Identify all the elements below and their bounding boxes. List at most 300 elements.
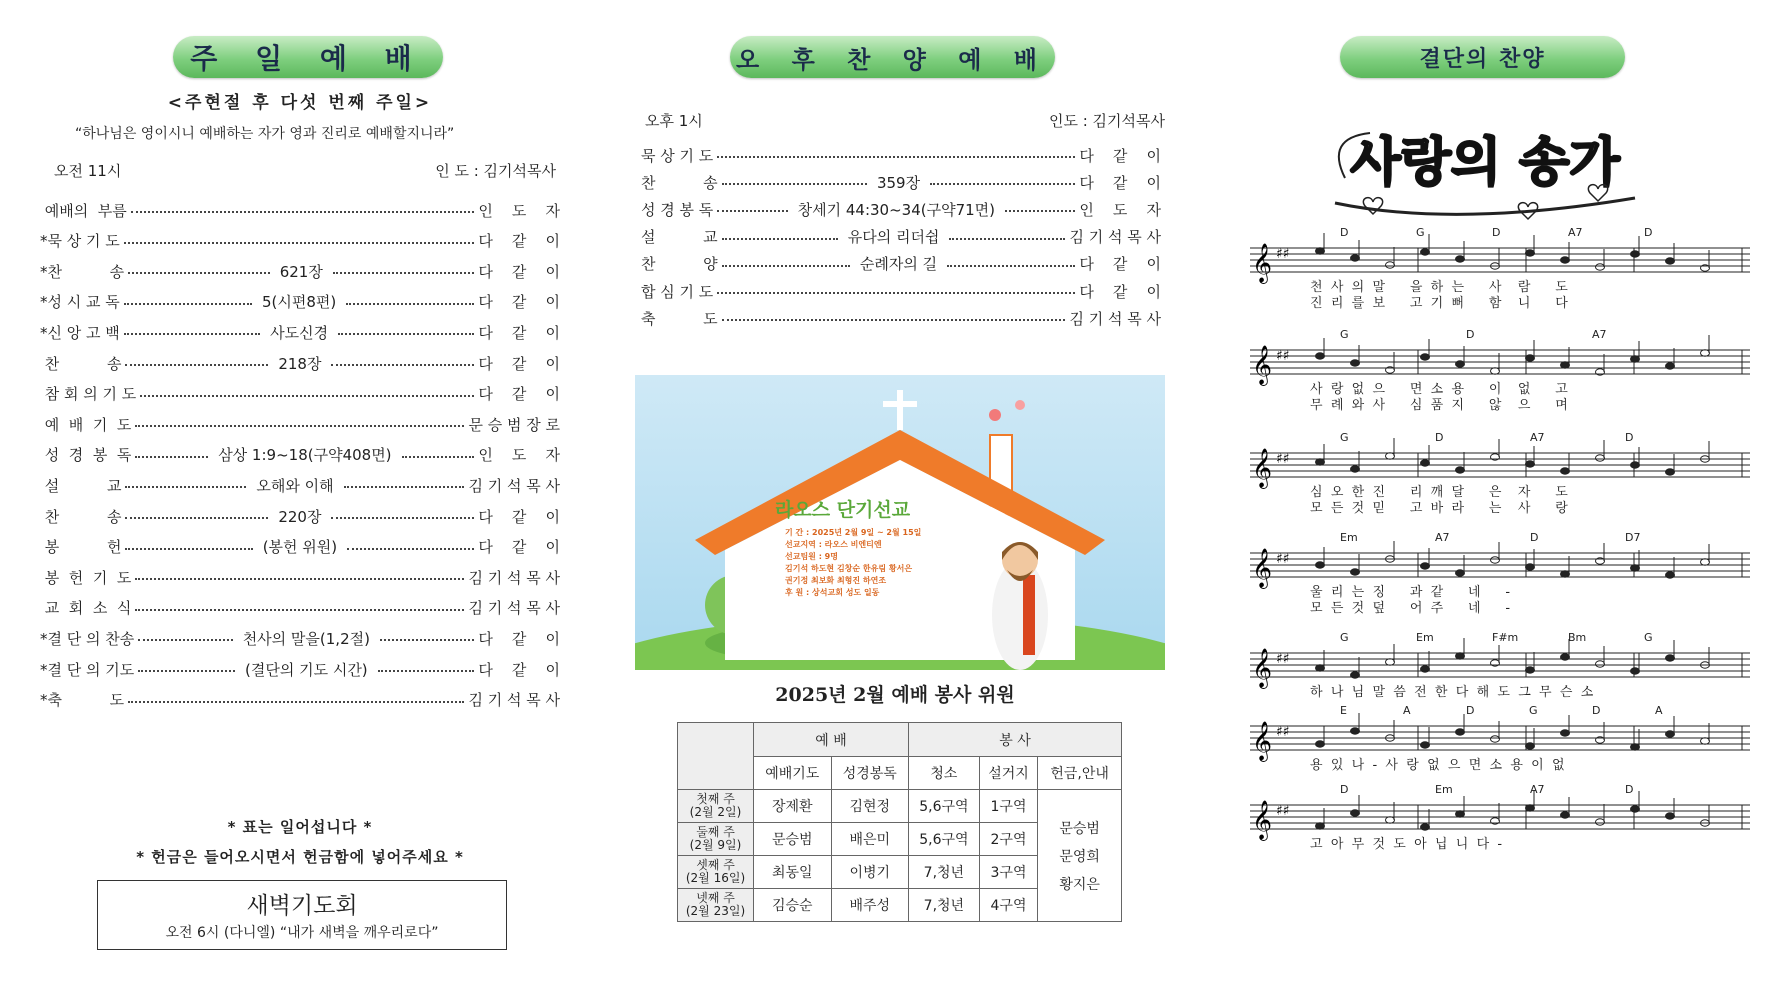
laos-mission-poster [635,375,1165,670]
chord-symbol: G [1340,431,1349,444]
poster-title: 라오스 단기선교 [775,499,911,521]
note-head [1421,824,1430,830]
chord-symbol: Em [1340,531,1358,544]
dawn-prayer-title: 새벽기도회 [246,893,358,919]
cell-pray: 문승범 [754,823,832,856]
note-head [1351,569,1360,575]
music-system [1250,531,1750,616]
banner-text: 결단의 찬양 [1419,46,1546,72]
treble-clef-icon: 𝄞 [1252,243,1273,283]
poster-line: 기 간 : 2025년 2월 9일 ~ 2월 15일 [785,528,922,537]
note-head [1701,559,1710,565]
week-date: (2월 16일) [685,871,746,885]
note-head [1666,469,1675,475]
note-head [1456,729,1465,735]
note-head [1386,659,1395,665]
order-item-content: 220장 [272,506,327,527]
order-row [40,414,560,434]
note-head [1666,363,1675,369]
lyrics-verse-1: 하 나 님 말 씀 전 한 다 해 도 그 무 슨 소 [1310,685,1594,700]
order-item-person: 다 같 이 [1079,255,1161,274]
note-head [1526,564,1535,570]
note-head [1596,264,1605,270]
cell-pray: 장제환 [754,790,832,823]
order-row [40,567,560,587]
order-item-person: 다 같 이 [1079,282,1161,301]
afternoon-service-column [625,0,1165,1002]
note-head [1631,565,1640,571]
note-head [1666,813,1675,819]
order-row [40,659,560,679]
dotted-leader [713,199,1079,220]
order-row [40,292,560,312]
order-item-content: 사도신경 [264,322,334,343]
order-item-label: 찬 양 [641,255,718,274]
order-item-label: *축 도 [40,691,125,710]
cell-pray: 최동일 [754,856,832,889]
order-item-person: 김 기 석 목 사 [468,476,560,495]
note-head [1526,461,1535,467]
decision-song-banner [1340,36,1625,78]
service-committee-table [677,722,1122,922]
chord-symbol: E [1340,704,1347,717]
offering-usher-name: 문승범 [1059,820,1100,837]
banner-text: 주 일 예 배 [190,42,426,75]
note-head [1351,360,1360,366]
note-head [1526,805,1535,811]
chord-symbol: A [1403,704,1411,717]
poster-line: 선교지역 : 라오스 비엔티엔 [785,540,882,549]
music-system [1250,783,1750,853]
order-row [40,384,560,404]
order-row [40,690,560,710]
order-item-label: 성 경 봉 독 [40,446,132,465]
dotted-leader [718,172,1080,193]
order-item-label: 찬 송 [641,173,718,192]
note-head [1526,250,1535,256]
note-head [1631,251,1640,257]
note-head [1491,368,1500,374]
week-cell [678,889,754,922]
note-head [1316,562,1325,568]
chord-symbol: G [1416,226,1425,239]
order-row [40,261,560,281]
chord-symbol: D [1466,328,1475,341]
sunday-subtitle: <주현절 후 다섯 번째 주일> [167,93,433,113]
note-head [1631,462,1640,468]
order-item-label: 예배의 부름 [40,201,127,220]
chord-symbol: D [1466,704,1475,717]
lyrics-verse-2: 무 례 와 사 심 품 지 않 으 며 [1310,398,1568,413]
note-head [1561,571,1570,577]
music-system [1250,226,1750,311]
order-row [641,227,1161,247]
note-head [1456,811,1465,817]
note-head [1386,453,1395,459]
order-row [40,475,560,495]
lyrics-verse-2: 진 리 를 보 고 기 뻐 함 니 다 [1310,296,1568,311]
order-item-label: *성 시 교 독 [40,293,120,312]
chord-symbol: D [1435,431,1444,444]
order-item-person: 김 기 석 목 사 [468,599,560,618]
key-signature-icon: ♯♯ [1276,246,1290,262]
note-head [1561,730,1570,736]
order-row [641,199,1161,219]
chord-symbol: A7 [1530,783,1545,796]
order-item-person: 문 승 범 장 로 [468,415,560,434]
order-item-content: 오해와 이해 [250,475,339,496]
key-signature-icon: ♯♯ [1276,348,1290,364]
order-item-label: 축 도 [641,309,718,328]
sunday-time: 오전 11시 [54,162,122,180]
note-head [1631,356,1640,362]
poster-illustration [635,375,1165,670]
service-group-header: 봉 사 [909,723,1122,757]
note-head [1666,655,1675,661]
order-item-person: 인 도 자 [478,201,560,220]
note-head [1666,572,1675,578]
sunday-service-banner [173,36,443,78]
dotted-leader [124,261,478,282]
table-row [678,790,1122,823]
note-head [1421,460,1430,466]
music-system [1250,631,1750,701]
note-head [1701,350,1710,356]
order-item-person: 김 기 석 목 사 [468,568,560,587]
cell-read: 배은미 [831,823,909,856]
order-item-label: 봉 헌 기 도 [40,568,132,587]
key-signature-icon: ♯♯ [1276,551,1290,567]
order-item-content: 순례자의 길 [854,253,943,274]
order-row [641,281,1161,301]
cell-clean: 5,6구역 [909,790,980,823]
week-label: 넷째 주 [696,891,735,905]
week-date: (2월 2일) [689,805,742,819]
standing-note: * 표는 일어섭니다 * [227,818,373,836]
order-item-person: 다 같 이 [478,538,560,557]
column-header: 성경봉독 [831,757,909,790]
note-head [1386,817,1395,823]
chord-symbol: D [1625,783,1634,796]
note-head [1596,455,1605,461]
cell-clean: 7,청년 [909,856,980,889]
dotted-leader [120,322,479,343]
note-head [1561,257,1570,263]
order-item-label: 교 회 소 식 [40,599,132,618]
note-head [1351,728,1360,734]
dotted-leader [127,209,479,211]
dotted-leader [131,607,468,609]
chord-symbol: D [1340,226,1349,239]
offering-usher-name: 문영희 [1059,848,1100,865]
order-item-label: 묵 상 기 도 [641,146,714,165]
dotted-leader [134,659,478,680]
cell-dish: 3구역 [979,856,1037,889]
note-head [1456,467,1465,473]
note-head [1351,672,1360,678]
sunday-service-column [40,0,560,1002]
note-head [1456,570,1465,576]
afternoon-time: 오후 1시 [645,112,703,130]
chord-symbol: A [1655,704,1663,717]
chord-symbol: A7 [1530,431,1545,444]
note-head [1421,742,1430,748]
order-item-content: 천사의 말을(1,2절) [237,628,376,649]
order-row [40,200,560,220]
chord-symbol: D [1340,783,1349,796]
music-system [1250,328,1750,413]
chord-symbol: D [1530,531,1539,544]
note-head [1561,468,1570,474]
note-head [1596,661,1605,667]
order-item-person: 다 같 이 [478,323,560,342]
order-item-person: 김 기 석 목 사 [1069,309,1161,328]
dotted-leader [131,444,478,465]
dotted-leader [718,226,1070,247]
chord-symbol: F#m [1492,631,1519,644]
order-item-person: 인 도 자 [1079,200,1161,219]
chord-symbol: G [1644,631,1653,644]
lyrics-verse-1: 고 아 무 것 도 아 닙 니 다 - [1310,837,1503,852]
note-head [1701,738,1710,744]
dotted-leader [120,291,479,312]
key-signature-icon: ♯♯ [1276,451,1290,467]
dotted-leader [718,317,1070,319]
note-head [1561,812,1570,818]
offering-note: * 헌금은 들어오시면서 헌금함에 넣어주세요 * [136,848,464,866]
chord-symbol: A7 [1435,531,1450,544]
week-cell [678,856,754,889]
order-row [40,445,560,465]
note-head [1631,744,1640,750]
order-item-content: 621장 [274,261,329,282]
lyrics-verse-1: 용 있 나 - 사 랑 없 으 면 소 용 이 없 [1310,758,1565,773]
column-header: 청소 [909,757,980,790]
order-item-label: 합 심 기 도 [641,282,714,301]
dawn-prayer-text: 오전 6시 (다니엘) “내가 새벽을 깨우리로다” [165,925,439,941]
order-row [40,231,560,251]
dotted-leader [121,353,478,374]
dotted-leader [713,154,1079,156]
corner-cell [678,723,754,790]
note-head [1421,249,1430,255]
column-header: 예배기도 [754,757,832,790]
order-item-content: 359장 [871,172,926,193]
column-header: 설거지 [979,757,1037,790]
lyrics-verse-2: 모 든 것 덮 어 주 네 - [1310,601,1511,616]
note-head [1491,736,1500,742]
chord-symbol: D [1625,431,1634,444]
order-item-person: 다 같 이 [1079,146,1161,165]
service-committee-title: 2025년 2월 예배 봉사 위원 [775,684,1015,706]
cell-dish: 1구역 [979,790,1037,823]
cell-dish: 2구역 [979,823,1037,856]
note-head [1351,466,1360,472]
poster-line: 권기정 최보화 최형진 하연조 [785,576,887,585]
order-item-person: 다 같 이 [1079,173,1161,192]
treble-clef-icon: 𝄞 [1252,800,1273,840]
note-head [1631,668,1640,674]
chord-symbol: D7 [1625,531,1641,544]
order-row [40,537,560,557]
lyrics-verse-1: 울 리 는 징 과 같 네 - [1310,585,1511,600]
lyrics-verse-1: 천 사 의 말 을 하 는 사 람 도 [1310,280,1568,295]
note-head [1316,459,1325,465]
order-row [641,172,1161,192]
note-head [1526,667,1535,673]
order-item-label: 찬 송 [40,507,122,526]
sunday-quote: “하나님은 영이시니 예배하는 자가 영과 진리로 예배할지니라” [75,126,455,142]
note-head [1456,256,1465,262]
worship-group-header: 예 배 [754,723,909,757]
note-head [1526,355,1535,361]
dotted-leader [131,576,468,578]
offering-usher-name: 황지은 [1059,876,1100,893]
key-signature-icon: ♯♯ [1276,724,1290,740]
chord-symbol: G [1529,704,1538,717]
note-head [1421,354,1430,360]
cell-pray: 김승순 [754,889,832,922]
order-item-content: 삼상 1:9~18(구약408면) [212,444,397,465]
order-item-label: 예 배 기 도 [40,415,132,434]
order-item-label: 설 교 [641,228,718,247]
poster-details [785,527,921,599]
dotted-leader [121,506,478,527]
cell-read: 배주성 [831,889,909,922]
chord-symbol: G [1340,631,1349,644]
music-system [1250,704,1750,774]
order-row [40,506,560,526]
note-head [1351,810,1360,816]
order-row [641,308,1161,328]
music-system [1250,431,1750,516]
chord-symbol: Em [1435,783,1453,796]
order-item-label: *찬 송 [40,262,125,281]
note-head [1456,361,1465,367]
week-date: (2월 9일) [689,838,742,852]
chord-symbol: Bm [1568,631,1587,644]
note-head [1491,557,1500,563]
order-item-person: 다 같 이 [478,660,560,679]
order-item-label: *신 앙 고 백 [40,323,120,342]
sunday-leader: 인 도 : 김기석목사 [435,162,556,180]
order-row [40,598,560,618]
banner-text: 오 후 찬 양 예 배 [736,45,1049,74]
lyrics-verse-2: 모 든 것 믿 고 바 라 는 사 랑 [1310,501,1568,516]
order-item-content: (결단의 기도 시간) [239,659,374,680]
note-head [1386,262,1395,268]
chord-symbol: A7 [1568,226,1583,239]
dotted-leader [136,393,478,395]
dotted-leader [134,628,478,649]
order-row [40,628,560,648]
note-head [1421,666,1430,672]
chord-symbol: D [1644,226,1653,239]
order-item-content: 218장 [272,353,327,374]
order-item-person: 다 같 이 [478,293,560,312]
order-row [641,254,1161,274]
order-item-person: 김 기 석 목 사 [468,691,560,710]
chord-symbol: A7 [1592,328,1607,341]
order-row [641,145,1161,165]
order-item-content: 5(시편8편) [256,291,342,312]
dotted-leader [131,423,468,425]
note-head [1351,255,1360,261]
cell-clean: 5,6구역 [909,823,980,856]
week-label: 첫째 주 [696,792,735,806]
order-item-label: 설 교 [40,476,122,495]
treble-clef-icon: 𝄞 [1252,448,1273,488]
order-item-person: 다 같 이 [478,507,560,526]
key-signature-icon: ♯♯ [1276,803,1290,819]
note-head [1316,741,1325,747]
note-head [1316,665,1325,671]
treble-clef-icon: 𝄞 [1252,548,1273,588]
afternoon-leader: 인도 : 김기석목사 [1048,112,1165,130]
note-head [1666,258,1675,264]
order-item-content: 유다의 리더쉽 [842,226,946,247]
dotted-leader [713,290,1079,292]
lyrics-verse-1: 사 랑 없 으 면 소 용 이 없 고 [1310,382,1568,397]
week-label: 둘째 주 [696,825,735,839]
order-row [40,353,560,373]
afternoon-service-banner [730,36,1055,78]
note-head [1456,653,1465,659]
poster-line: 선교팀원 : 9명 [785,552,838,561]
cell-dish: 4구역 [979,889,1037,922]
note-head [1526,743,1535,749]
order-item-person: 다 같 이 [478,385,560,404]
note-head [1631,806,1640,812]
note-head [1561,654,1570,660]
dotted-leader [124,699,468,701]
song-title-art [1305,108,1665,228]
order-item-label: 봉 헌 [40,538,122,557]
order-item-person: 김 기 석 목 사 [1069,228,1161,247]
note-head [1666,731,1675,737]
dawn-prayer-box [97,880,507,950]
week-cell [678,823,754,856]
order-item-person: 인 도 자 [478,446,560,465]
order-item-label: 성 경 봉 독 [641,200,714,219]
decision-song-column [1240,0,1760,1002]
week-label: 셋째 주 [696,858,735,872]
order-item-person: 다 같 이 [478,354,560,373]
chord-symbol: Em [1416,631,1434,644]
treble-clef-icon: 𝄞 [1252,648,1273,688]
cell-read: 김현정 [831,790,909,823]
dotted-leader [120,240,479,242]
cell-read: 이병기 [831,856,909,889]
treble-clef-icon: 𝄞 [1252,345,1273,385]
dotted-leader [718,253,1080,274]
note-head [1421,563,1430,569]
order-item-content: (봉헌 위원) [257,536,343,557]
chord-symbol: D [1592,704,1601,717]
week-date: (2월 23일) [685,904,746,918]
order-item-person: 다 같 이 [478,262,560,281]
order-item-person: 다 같 이 [478,232,560,251]
column-header: 헌금,안내 [1038,757,1122,790]
poster-line: 김기석 하도현 김창순 한유림 황서은 [785,564,913,573]
note-head [1596,819,1605,825]
chord-symbol: G [1340,328,1349,341]
note-head [1316,353,1325,359]
offering-usher-cell [1038,790,1122,922]
order-item-content: 창세기 44:30~34(구약71면) [792,199,1001,220]
week-cell [678,790,754,823]
cell-clean: 7,청년 [909,889,980,922]
